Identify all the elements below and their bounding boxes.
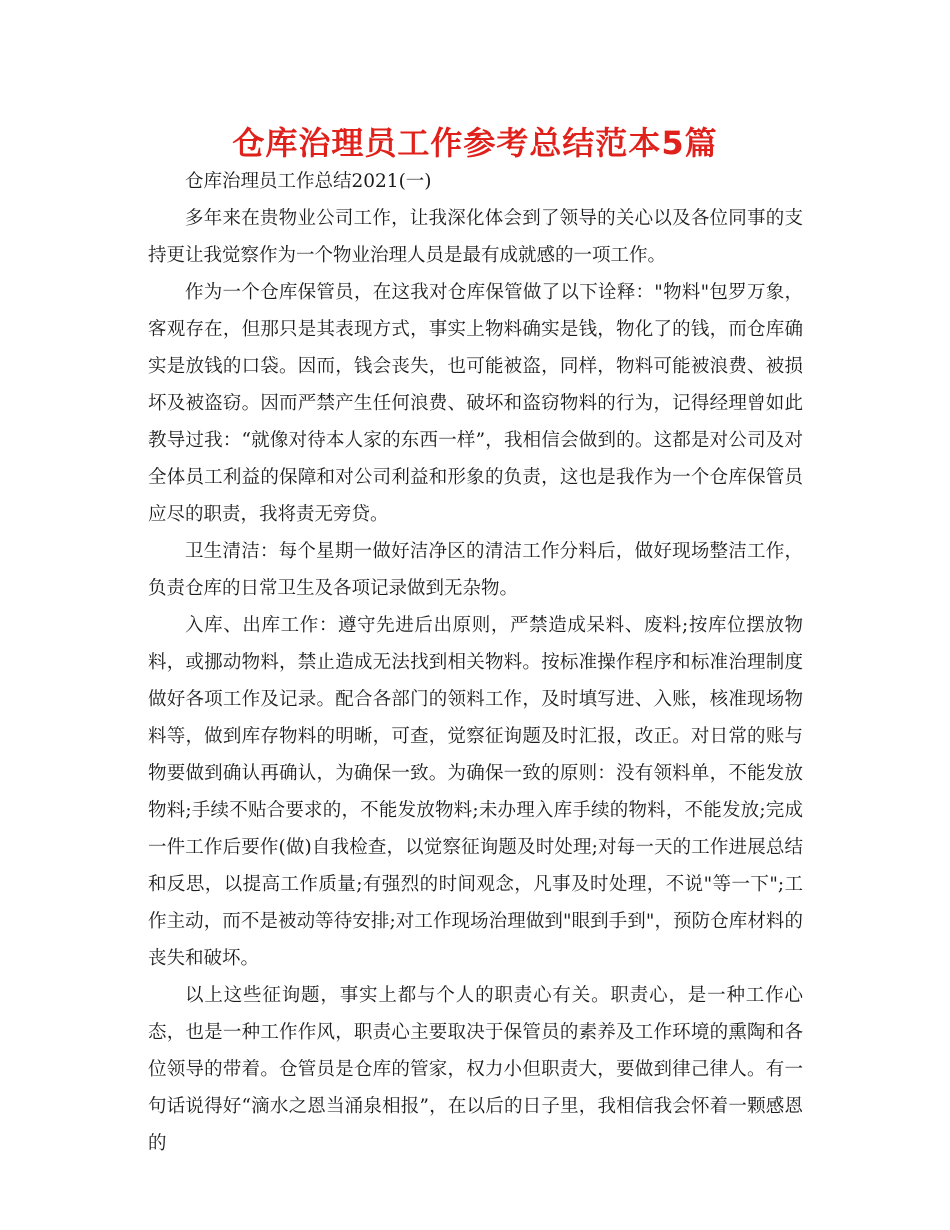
paragraph-role-interpretation: 作为一个仓库保管员，在这我对仓库保管做了以下诠释："物料"包罗万象，客观存在，但那只是其表现方式，事实上物料确实是钱，物化了的钱，而仓库确实是放钱的口袋。因而，钱会丧失，也可能被盗，同样，物料可能被浪费、被损坏及被盗窃。因而严禁产生任何浪费、破坏和盗窃物料的行为，记得经理曾如此教导过我：“就像对待本人家的东西一样”，我相信会做到的。这都是对公司及对全体员工利益的保障和对公司利益和形象的负责，这也是我作为一个仓库保管员应尽的职责，我将责无旁贷。 xyxy=(148,282,803,525)
paragraph-inbound-outbound: 入库、出库工作：遵守先进后出原则，严禁造成呆料、废料;按库位摆放物料，或挪动物料，禁止造成无法找到相关物料。按标准操作程序和标准治理制度做好各项工作及记录。配合各部门的领料工作，及时填写进、入账，核准现场物料等，做到库存物料的明晰，可查，觉察征询题及时汇报，改正。对日常的账与物要做到确认再确认，为确保一致。为确保一致的原则：没有领料单，不能发放物料;手续不贴合要求的，不能发放物料;未办理入库手续的物料，不能发放;完成一件工作后要作(做)自我检查，以觉察征询题及时处理;对每一天的工作进展总结和反思，以提高工作质量;有强烈的时间观念，凡事及时处理，不说"等一下";工作主动，而不是被动等待安排;对工作现场治理做到"眼到手到"，预防仓库材料的丧失和破坏。 xyxy=(148,615,803,969)
document-title: 仓库治理员工作参考总结范本5篇 xyxy=(232,124,718,162)
paragraph-responsibility: 以上这些征询题，事实上都与个人的职责心有关。职责心，是一种工作心态，也是一种工作作风，职责心主要取决于保管员的素养及工作环境的熏陶和各位领导的带着。仓管员是仓库的管家，权力小但职责大，要做到律己律人。有一句话说得好“滴水之恩当涌泉相报”，在以后的日子里，我相信我会怀着一颗感恩的 xyxy=(148,985,803,1154)
document-body xyxy=(148,163,803,1162)
paragraph-intro: 多年来在贵物业公司工作，让我深化体会到了领导的关心以及各位同事的支持更让我觉察作为一个物业治理人员是最有成就感的一项工作。 xyxy=(148,208,803,266)
section-subtitle: 仓库治理员工作总结2021(一) xyxy=(185,171,432,192)
paragraph-cleaning: 卫生清洁：每个星期一做好洁净区的清洁工作分料后，做好现场整洁工作，负责仓库的日常卫生及各项记录做到无杂物。 xyxy=(148,541,803,599)
